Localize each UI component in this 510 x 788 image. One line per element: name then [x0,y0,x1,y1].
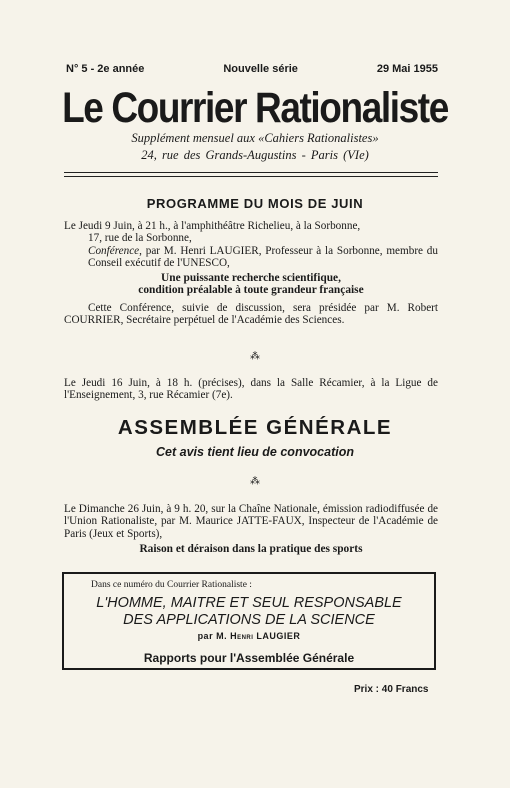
event-3-line: Le Dimanche 26 Juin, à 9 h. 20, sur la Chaîne Nationale, émission radiodiffusée de l'Union Rationaliste, par M. Maurice JATTE-FAUX, Inspecteur de l'Académie de Paris (Jeux et Sports), [64,503,438,540]
author-prefix: par M. [197,631,228,641]
programme-heading: PROGRAMME DU MOIS DE JUIN [146,196,364,211]
masthead-rule-bottom [64,176,438,177]
masthead-rule-top [64,172,438,173]
masthead-meta [66,63,438,75]
feature-title-line-1: L'HOMME, MAITRE ET SEUL RESPONSABLE [96,595,402,611]
newsletter-title: Le Courrier Rationaliste [62,84,448,132]
feature-title-line-2: DES APPLICATIONS DE LA SCIENCE [123,612,375,628]
event-2-text [64,377,438,402]
conference-topic [64,272,438,297]
contents-intro: Dans ce numéro du Courrier Rationaliste : [91,580,252,590]
event-1-text [64,220,438,269]
conference-label: Conférence [88,244,140,257]
feature-author [68,631,430,641]
assembly-subheading: Cet avis tient lieu de convocation [156,445,354,459]
author-name: Henri LAUGIER [230,631,301,641]
separator-2: ⁂ [250,476,260,487]
event-2-line: Le Jeudi 16 Juin, à 18 h. (précises), dans la Salle Récamier, à la Ligue de l'Enseignement, 3, rue Récamier (7e). [64,377,438,402]
event-3-topic: Raison et déraison dans la pratique des sports [139,543,363,555]
separator-1: ⁂ [250,351,260,362]
issue-number: N° 5 - 2e année [66,63,145,75]
price-label: Prix : 40 Francs [354,684,429,695]
event-1-line-2: 17, rue de la Sorbonne, [88,232,192,245]
conference-note [64,302,438,327]
newsletter-subtitle: Supplément mensuel aux «Cahiers Rationalistes» [131,131,379,145]
newsletter-address: 24, rue des Grands-Augustins - Paris (VIe) [141,148,369,162]
conference-note-text: Cette Conférence, suivie de discussion, sera présidée par M. Robert COURRIER, Secrétaire perpétuel de l'Académie des Sciences. [64,302,438,327]
reports-line: Rapports pour l'Assemblée Générale [143,651,355,665]
conference-topic-line-2: condition préalable à toute grandeur française [138,284,364,297]
series-label: Nouvelle série [223,63,298,75]
contents-box [62,572,436,670]
conference-details: , par M. Henri LAUGIER, Professeur à la Sorbonne, membre du Conseil exécutif de l'UNESCO, [88,244,438,269]
assembly-heading: ASSEMBLÉE GÉNÉRALE [117,416,393,439]
event-1-line-1: Le Jeudi 9 Juin, à 21 h., à l'amphithéâtre Richelieu, à la Sorbonne, [64,220,361,232]
event-1-conference [64,245,438,270]
conference-topic-line-1: Une puissante recherche scientifique, [161,272,341,284]
issue-date: 29 Mai 1955 [376,63,438,75]
event-3-text [64,503,438,540]
